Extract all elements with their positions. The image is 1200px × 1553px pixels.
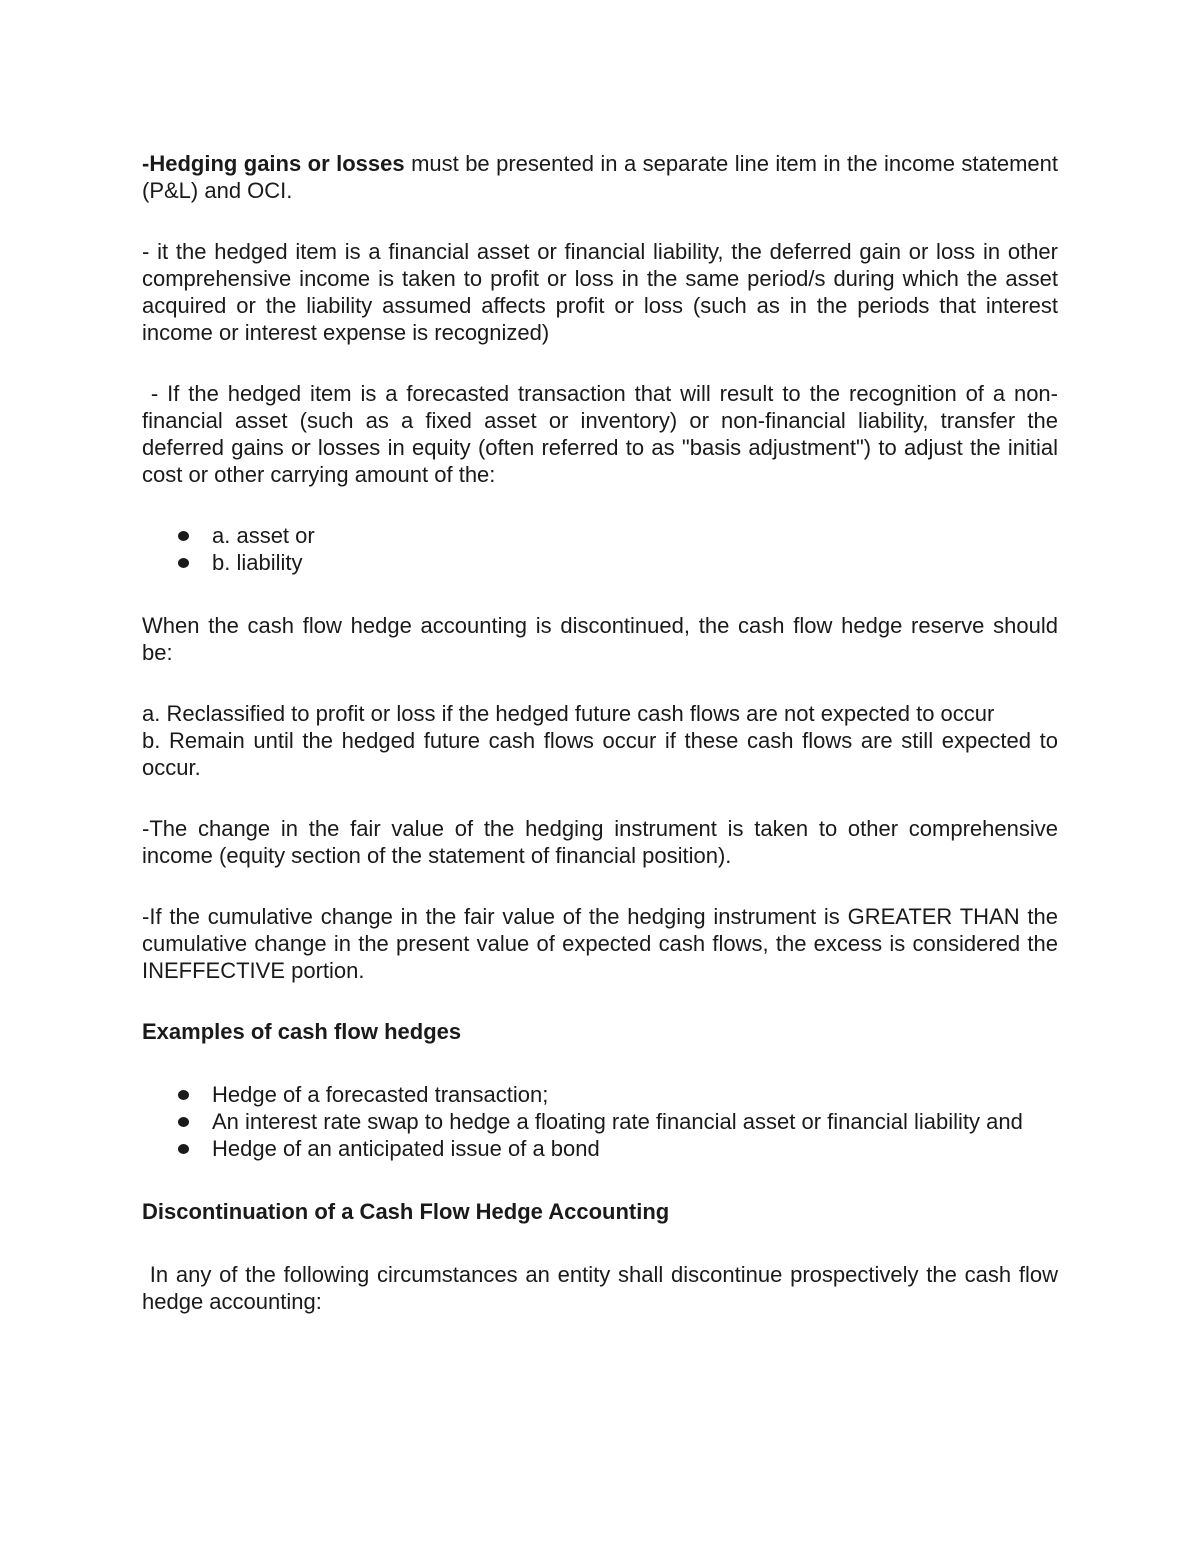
paragraph-fair-value-change: -The change in the fair value of the hedging instrument is taken to other comprehensive income (equity section of the statement of financial position). <box>142 816 1058 868</box>
paragraph-circumstances: In any of the following circumstances an entity shall discontinue prospectively the cash flow hedge accounting: <box>142 1262 1065 1314</box>
list-item <box>142 522 1058 549</box>
paragraph-forecasted-transaction: - If the hedged item is a forecasted transaction that will result to the recognition of a non-financial asset (such as a fixed asset or inventory) or non-financial liability, transfer the deferred gains or losses in equity (often referred to as "basis adjustment") to adjust the initial cost or other carrying amount of the: <box>142 381 1065 487</box>
list-item <box>142 1108 1058 1135</box>
bold-term: -Hedging gains or losses <box>142 151 405 176</box>
list-item-text: An interest rate swap to hedge a floating rate financial asset or financial liability and <box>212 1109 1023 1134</box>
document-page <box>142 150 1065 1349</box>
list-item <box>142 1081 1058 1108</box>
list-item-text: a. asset or <box>212 523 315 548</box>
bullet-icon <box>178 558 189 568</box>
bullet-icon <box>178 1144 189 1154</box>
bullet-list-examples <box>142 1081 1058 1162</box>
paragraph-text: must be presented in a separate line item in the income statement (P&L) and OCI. <box>142 151 1059 203</box>
list-item-text: b. liability <box>212 550 303 575</box>
paragraph-financial-asset: - it the hedged item is a financial asset or financial liability, the deferred gain or loss in other comprehensive income is taken to profit or loss in the same period/s during which the asset acquired or the liability assumed affects profit or loss (such as in the periods that interest income or interest expense is recognized) <box>142 239 1058 345</box>
list-item-text: Hedge of an anticipated issue of a bond <box>212 1136 600 1161</box>
list-item <box>142 549 1058 576</box>
paragraph-discontinued: When the cash flow hedge accounting is discontinued, the cash flow hedge reserve should be: <box>142 613 1058 665</box>
paragraph-hedging-gains <box>142 150 1058 204</box>
bullet-list-asset-liability <box>142 522 1058 576</box>
bullet-icon <box>178 1117 189 1127</box>
paragraph-cumulative-change: -If the cumulative change in the fair value of the hedging instrument is GREATER THAN the cumulative change in the present value of expected cash flows, the excess is considered the INEFFECTIVE portion. <box>142 904 1058 983</box>
option-a-text: a. Reclassified to profit or loss if the hedged future cash flows are not expected to occur <box>142 701 995 726</box>
heading-discontinuation: Discontinuation of a Cash Flow Hedge Accounting <box>142 1199 670 1224</box>
list-item <box>142 1135 1058 1162</box>
bullet-icon <box>178 1090 189 1100</box>
paragraph-reclassified <box>142 700 1058 781</box>
bullet-icon <box>178 531 189 541</box>
list-item-text: Hedge of a forecasted transaction; <box>212 1082 549 1107</box>
option-b-text: b. Remain until the hedged future cash flows occur if these cash flows are still expected to occur. <box>142 728 1058 780</box>
heading-examples: Examples of cash flow hedges <box>142 1019 462 1044</box>
